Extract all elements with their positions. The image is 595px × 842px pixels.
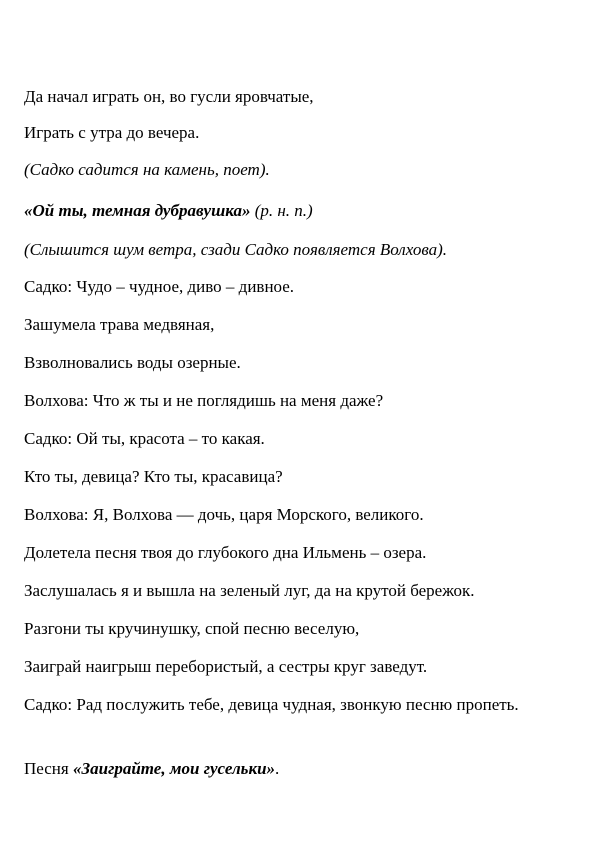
- dialogue-line: Долетела песня твоя до глубокого дна Ильмень – озера.: [24, 543, 427, 562]
- dialogue-line: Садко: Чудо – чудное, диво – дивное.: [24, 277, 295, 296]
- song-line: [24, 758, 564, 779]
- dialogue-line: Взволновались воды озерные.: [24, 353, 241, 372]
- dialogue-line: Заиграй наигрыш перебористый, а сестры круг заведут.: [24, 657, 428, 676]
- song-title: «Заиграйте, мои гусельки»: [72, 759, 276, 778]
- song-title: «Ой ты, темная дубравушка»: [24, 201, 251, 220]
- dialogue-line: Волхова: Я, Волхова — дочь, царя Морского, великого.: [24, 505, 424, 524]
- song-note: (р. н. п.): [250, 201, 313, 220]
- dialogue-line: Заслушалась я и вышла на зеленый луг, да на крутой бережок.: [24, 581, 475, 600]
- stage-direction: (Садко садится на камень, поет).: [24, 160, 270, 179]
- dialogue-line: Садко: Ой ты, красота – то какая.: [24, 429, 265, 448]
- song-label: Песня: [24, 759, 73, 778]
- dialogue-line: Разгони ты кручинушку, спой песню веселую,: [24, 619, 360, 638]
- text-line: Да начал играть он, во гусли яровчатые,: [24, 87, 314, 106]
- dialogue-line: Зашумела трава медвяная,: [24, 315, 215, 334]
- dialogue-line: Садко: Рад послужить тебе, девица чудная, звонкую песню пропеть.: [24, 695, 519, 714]
- song-punct: .: [275, 759, 280, 778]
- song-title-line: [24, 200, 564, 221]
- dialogue-line: Волхова: Что ж ты и не поглядишь на меня даже?: [24, 391, 384, 410]
- text-line: Играть с утра до вечера.: [24, 123, 200, 142]
- stage-direction: (Слышится шум ветра, сзади Садко появляется Волхова).: [24, 240, 448, 259]
- dialogue-line: Кто ты, девица? Кто ты, красавица?: [24, 467, 283, 486]
